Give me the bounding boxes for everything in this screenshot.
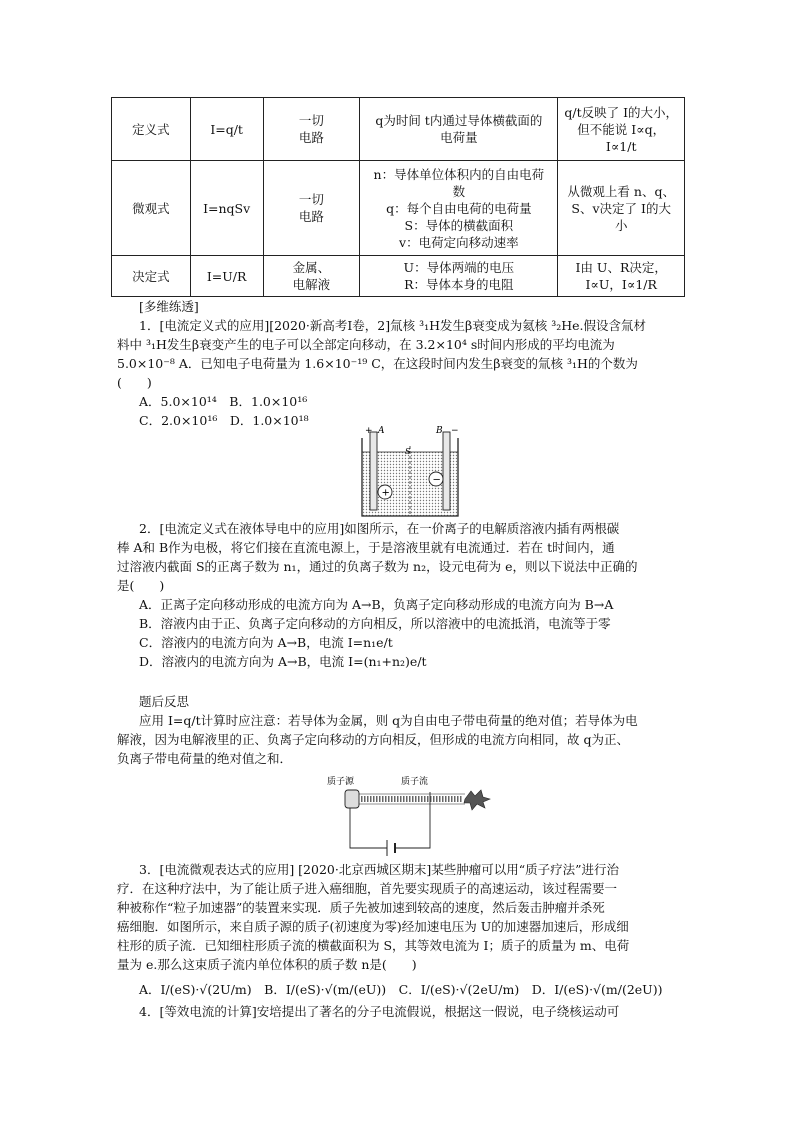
electrode-a [370,432,377,510]
question-1-line: ( ) [117,375,152,390]
minus-terminal-label: − [451,426,459,436]
formula-expression: I=nqSv [190,161,263,256]
question-2-line: 2．[电流定义式在液体导电中的应用]如图所示，在一价离子的电解质溶液内插有两根碳 [139,521,620,536]
question-2-line: 棒 A和 B作为电极，将它们接在直流电源上，于是溶液里就有电流通过．若在 t时间内，通 [117,540,615,555]
applicable-scope: 一切 电路 [263,98,360,161]
formula-note: q/t反映了 I的大小， 但不能说 I∝q， I∝1/t [558,98,685,161]
question-3-line: 疗．在这种疗法中，为了能让质子进入癌细胞，首先要实现质子的高速运动，该过程需要一 [117,881,618,896]
applicable-scope: 金属、 电解液 [263,256,360,297]
formula-note: I由 U、R决定， I∝U，I∝1/R [558,256,685,297]
proton-beam-label: 质子流 [401,777,429,787]
question-3-block [117,860,687,999]
formula-name: 定义式 [112,98,191,161]
reflection-line: 解液，因为电解液里的正、负离子定向移动的方向相反，但形成的电流方向相同，故 q为正、 [117,732,629,747]
question-3-options: A．I/(eS)·√(2U/m) B．I/(eS)·√(m/(eU)) C．I/(eS)·√(2eU/m) D．I/(eS)·√(m/(2eU)) [139,982,663,997]
reflection-block [117,692,687,768]
question-2-line: 过溶液内截面 S的正离子数为 n₁，通过的负离子数为 n₂，设元电荷为 e，则以下说法中正确的 [117,559,638,574]
formula-note: 从微观上看 n、q、 S、v决定了 I的大 小 [558,161,685,256]
question-3-line: 柱形的质子流．已知细柱形质子流的横截面积为 S，其等效电流为 I；质子的质量为 m、电荷 [117,938,630,953]
question-1-line: 1．[电流定义式的应用][2020·新高考Ⅰ卷，2]氚核 ³₁H发生β衰变成为氦核 ³₂He.假设含氚材 [139,318,647,333]
question-2-option: D．溶液内的电流方向为 A→B，电流 I=(n₁+n₂)e/t [139,654,427,669]
question-3-line: 3．[电流微观表达式的应用] [2020·北京西城区期末]某些肿瘤可以用“质子疗法”进行治 [139,862,620,877]
plus-terminal-label: + [365,426,373,436]
electrode-b [443,432,450,510]
section-title: [多维练透] [139,299,199,314]
reflection-title: 题后反思 [139,694,190,709]
formula-expression: I=U/R [190,256,263,297]
formula-name: 决定式 [112,256,191,297]
svg-text:+: + [381,487,390,499]
question-1-block [117,297,687,430]
proton-beam-figure [325,770,495,856]
tumor-icon [464,790,490,810]
reflection-line: 负离子带电荷量的绝对值之和． [117,751,293,766]
question-1-line: 5.0×10⁻⁸ A．已知电子电荷量为 1.6×10⁻¹⁹ C，在这段时间内发生β衰变的氚核 ³₁H的个数为 [117,356,638,371]
electrolyte-figure [350,424,470,520]
proton-source-icon [345,790,359,808]
physical-meaning: n：导体单位体积内的自由电荷 数 q：每个自由电荷的电荷量 S：导体的横截面积 v：电荷定向移动速率 [360,161,558,256]
question-3-line: 种被称作“粒子加速器”的装置来实现．质子先被加速到较高的速度，然后轰击肿瘤并杀死 [117,900,605,915]
proton-source-label: 质子源 [327,777,355,787]
applicable-scope: 一切 电路 [263,161,360,256]
table-row [112,256,685,297]
question-1-options: C．2.0×10¹⁶ D．1.0×10¹⁸ [139,413,309,428]
reflection-line: 应用 I=q/t计算时应注意：若导体为金属，则 q为自由电子带电荷量的绝对值；若导体为电 [139,713,638,728]
table-row [112,98,685,161]
question-4-block [117,1002,687,1021]
physical-meaning: q为时间 t内通过导体横截面的 电荷量 [360,98,558,161]
current-formula-table [111,97,685,297]
formula-expression: I=q/t [190,98,263,161]
question-4-line: 4．[等效电流的计算]安培提出了著名的分子电流假说，根据这一假说，电子绕核运动可 [139,1004,620,1019]
question-1-options: A．5.0×10¹⁴ B．1.0×10¹⁶ [139,394,308,409]
question-2-option: C．溶液内的电流方向为 A→B，电流 I=n₁e/t [139,635,393,650]
svg-text:−: − [432,474,441,486]
question-2-option: A．正离子定向移动形成的电流方向为 A→B，负离子定向移动形成的电流方向为 B→A [139,597,614,612]
question-3-line: 癌细胞．如图所示，来自质子源的质子(初速度为零)经加速电压为 U的加速器加速后，形成细 [117,919,629,934]
physical-meaning: U：导体两端的电压 R：导体本身的电阻 [360,256,558,297]
electrode-a-label: A [378,426,385,436]
question-2-block [117,519,687,671]
electrode-b-label: B [436,426,443,436]
accelerator-circuit [350,808,430,848]
question-2-line: 是( ) [117,578,165,593]
table-row [112,161,685,256]
formula-name: 微观式 [112,161,191,256]
cross-section-label: S [405,447,411,456]
question-2-option: B．溶液内由于正、负离子定向移动的方向相反，所以溶液中的电流抵消，电流等于零 [139,616,611,631]
question-1-line: 料中 ³₁H发生β衰变产生的电子可以全部定向移动，在 3.2×10⁴ s时间内形成的平均电流为 [117,337,615,352]
question-3-line: 量为 e.那么这束质子流内单位体积的质子数 n是( ) [117,957,417,972]
